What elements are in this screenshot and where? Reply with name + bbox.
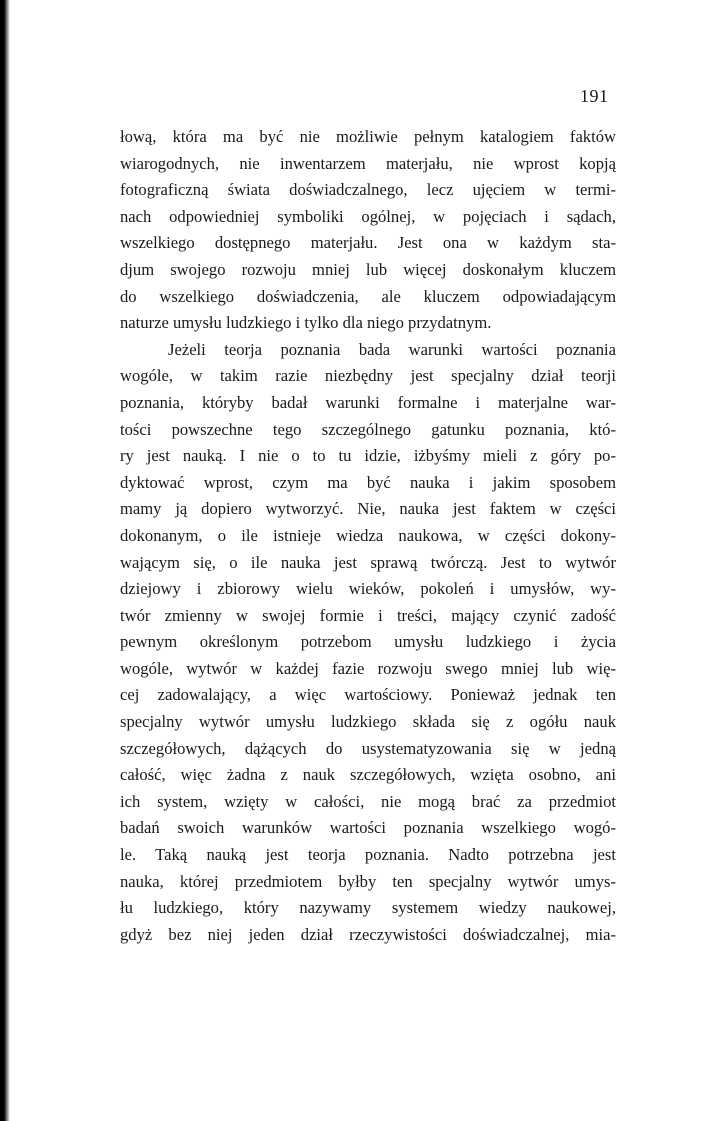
text-line: całość, więc żadna z nauk szczegółowych, wzięta osobno, ani — [120, 765, 616, 785]
text-line: ich system, wzięty w całości, nie mogą brać za przedmiot — [120, 791, 616, 811]
text-line: nach odpowiedniej symboliki ogólnej, w pojęciach i sądach, — [120, 206, 616, 226]
text-line: dziejowy i zbiorowy wielu wieków, pokoleń i umysłów, wy- — [120, 579, 616, 599]
text-line: mamy ją dopiero wytworzyć. Nie, nauka jest faktem w części — [120, 499, 616, 519]
text-line: dokonanym, o ile istnieje wiedza naukowa, w części dokony- — [120, 525, 616, 545]
text-line: twór zmienny w swojej formie i treści, mający czynić zadość — [120, 605, 616, 625]
text-line: wszelkiego dostępnego materjału. Jest ona w każdym sta- — [120, 233, 616, 253]
text-line: nauka, której przedmiotem byłby ten specjalny wytwór umys- — [120, 871, 616, 891]
text-line: wogóle, w takim razie niezbędny jest specjalny dział teorji — [120, 366, 616, 386]
text-line: wającym się, o ile nauka jest sprawą twórczą. Jest to wytwór — [120, 552, 616, 572]
page-number: 191 — [580, 86, 609, 106]
text-line: poznania, któryby badał warunki formalne i materjalne war- — [120, 392, 616, 412]
text-line: le. Taką nauką jest teorja poznania. Nadto potrzebna jest — [120, 845, 616, 865]
text-line: badań swoich warunków wartości poznania wszelkiego wogó- — [120, 818, 616, 838]
text-line: łu ludzkiego, który nazywamy systemem wiedzy naukowej, — [120, 898, 616, 918]
text-line: wiarogodnych, nie inwentarzem materjału, nie wprost kopją — [120, 153, 616, 173]
text-line: specjalny wytwór umysłu ludzkiego składa się z ogółu nauk — [120, 712, 616, 732]
text-line: szczegółowych, dążących do usystematyzowania się w jedną — [120, 738, 616, 758]
paragraph-start-line: Jeżeli teorja poznania bada warunki wartości poznania — [168, 339, 616, 359]
paragraph-end-line: naturze umysłu ludzkiego i tylko dla niego przydatnym. — [120, 313, 492, 333]
text-line: ry jest nauką. I nie o to tu idzie, iżbyśmy mieli z góry po- — [120, 446, 616, 466]
text-line: fotograficzną świata doświadczalnego, lecz ujęciem w termi- — [120, 180, 616, 200]
text-line: dyktować wprost, czym ma być nauka i jakim sposobem — [120, 472, 616, 492]
text-line: do wszelkiego doświadczenia, ale kluczem odpowiadającym — [120, 286, 616, 306]
text-line: wogóle, wytwór w każdej fazie rozwoju swego mniej lub wię- — [120, 658, 616, 678]
text-line: tości powszechne tego szczególnego gatunku poznania, któ- — [120, 419, 616, 439]
body-text — [120, 124, 616, 948]
text-line: gdyż bez niej jeden dział rzeczywistości doświadczalnej, mia- — [120, 924, 616, 944]
text-line: łową, która ma być nie możliwie pełnym katalogiem faktów — [120, 127, 616, 146]
text-line: djum swojego rozwoju mniej lub więcej doskonałym kluczem — [120, 259, 616, 279]
page-edge-shadow — [0, 0, 10, 1121]
text-line: pewnym określonym potrzebom umysłu ludzkiego i życia — [120, 632, 616, 652]
text-line: cej zadowalający, a więc wartościowy. Ponieważ jednak ten — [120, 685, 616, 705]
